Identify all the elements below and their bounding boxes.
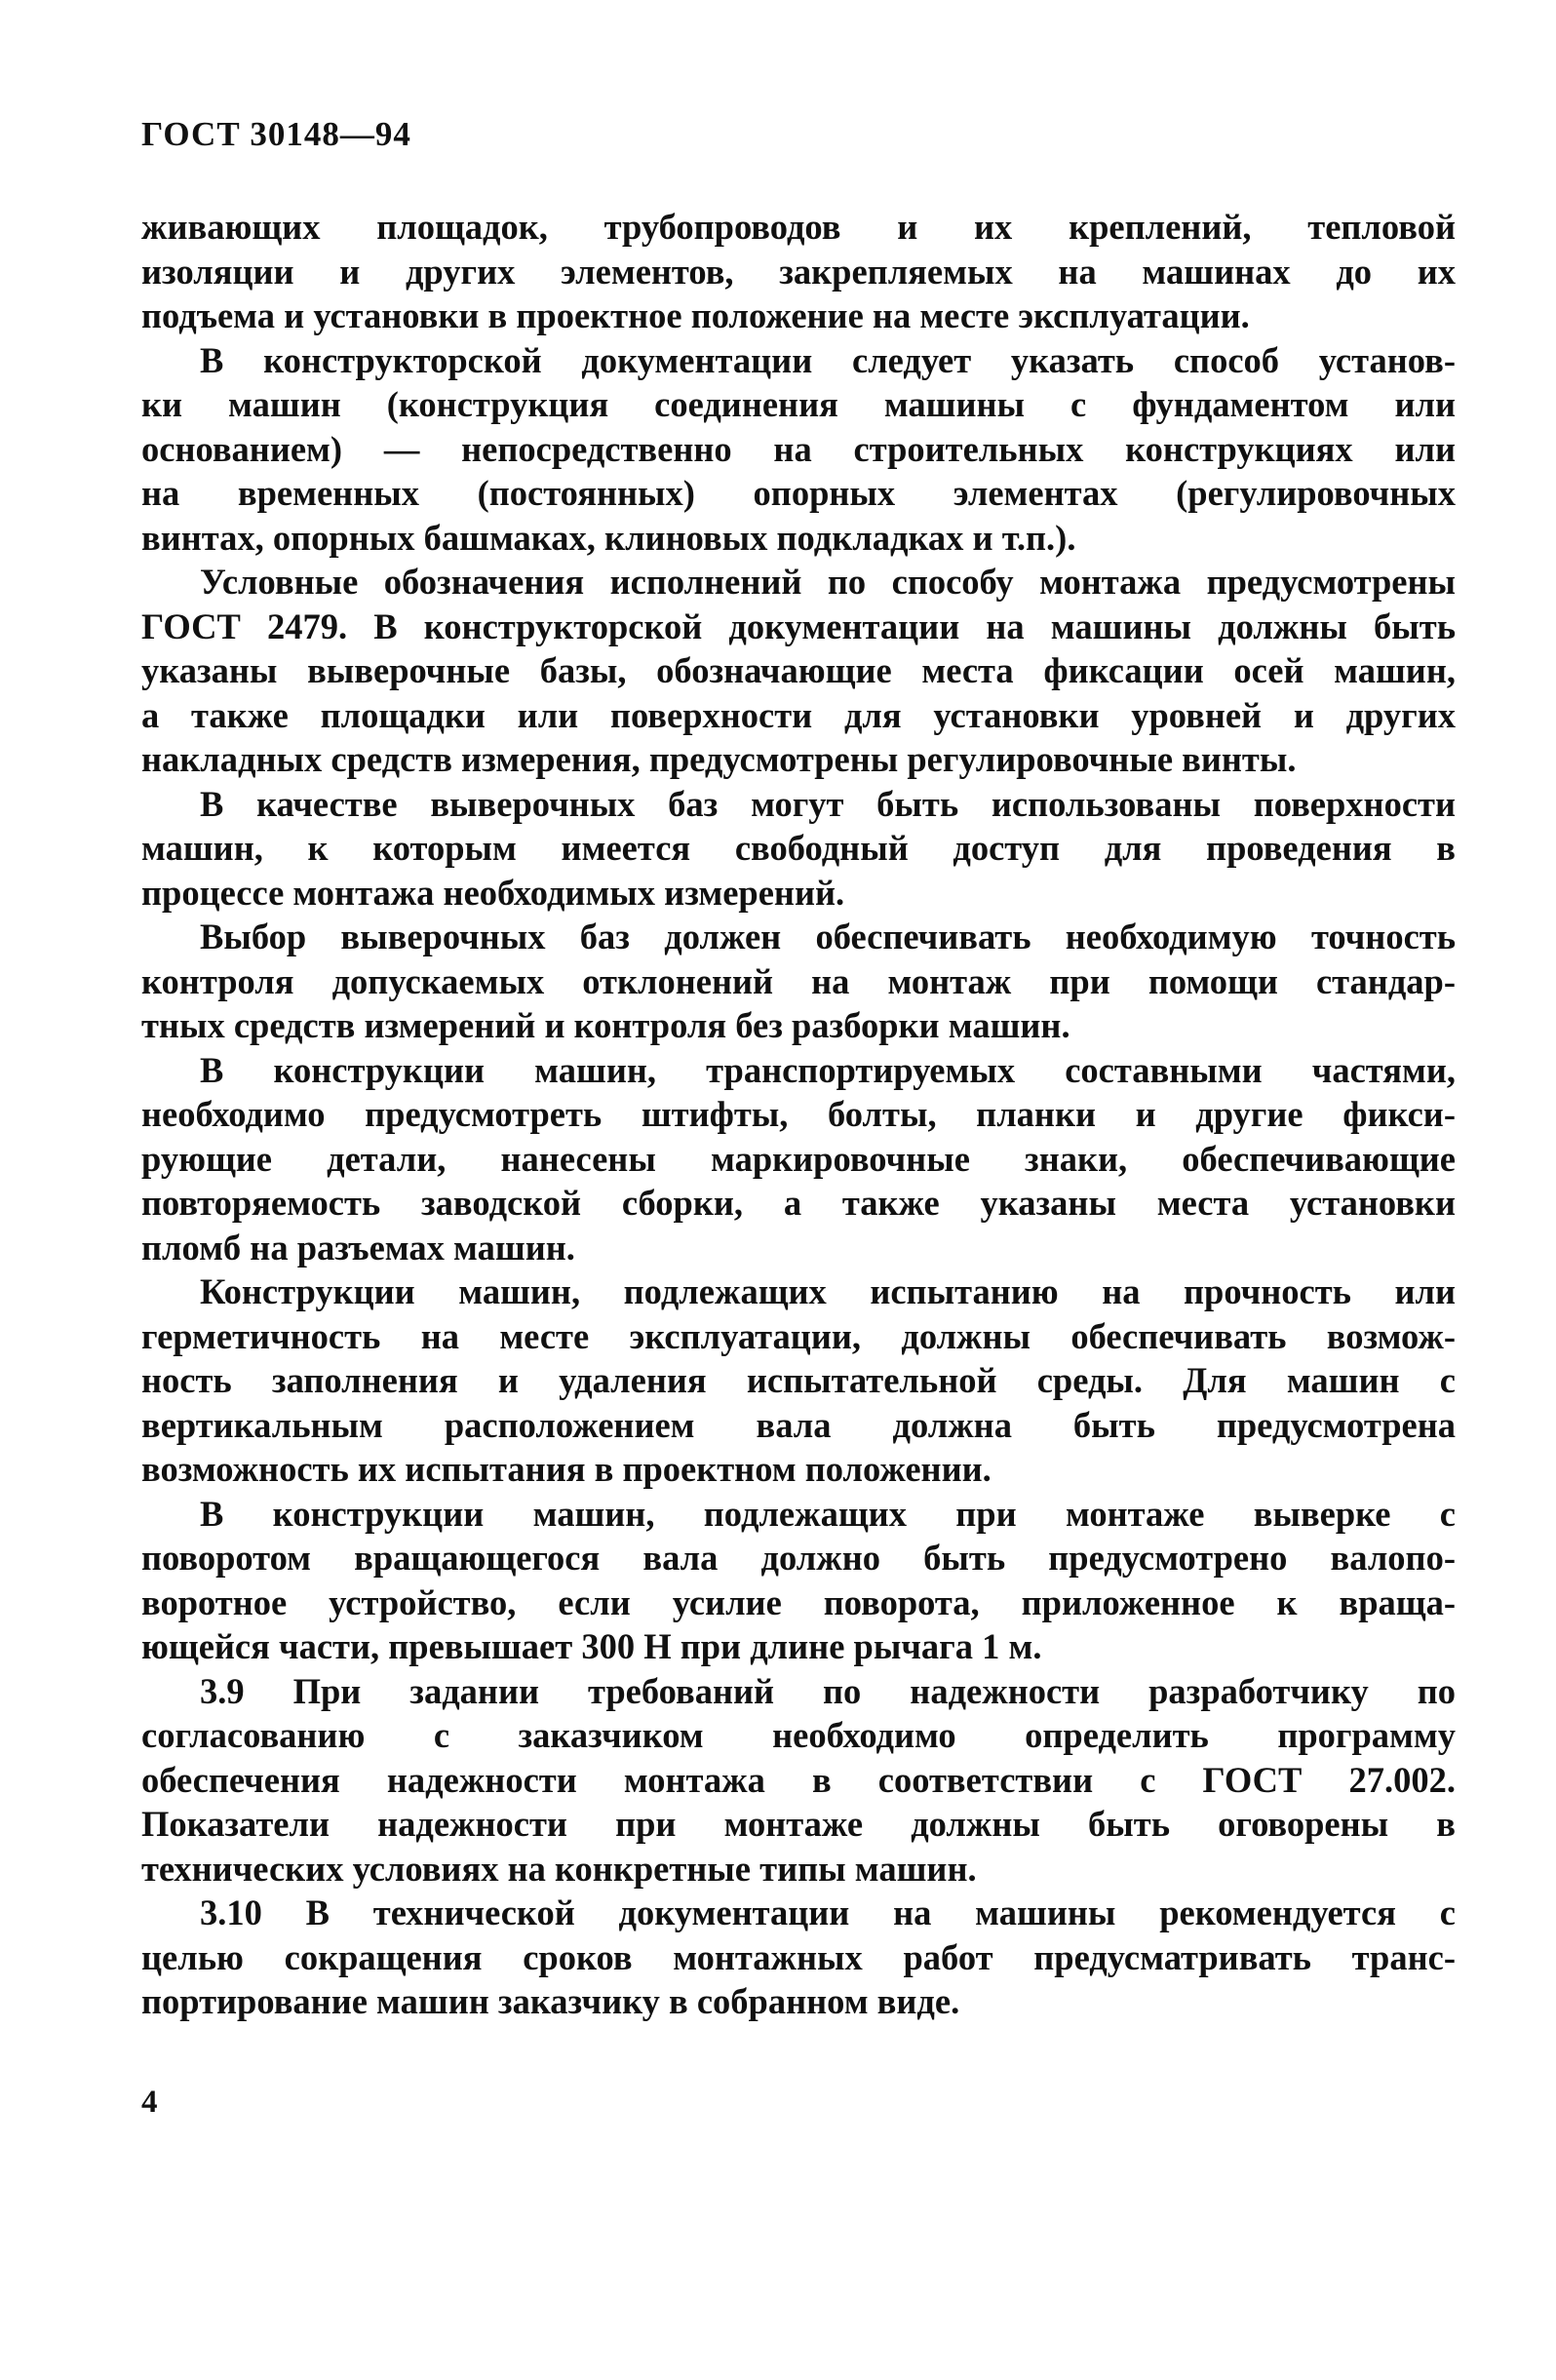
text-line: изоляции и других элементов, закрепляемых на машинах до их bbox=[141, 251, 1456, 292]
text-line: Показатели надежности при монтаже должны быть оговорены в bbox=[141, 1804, 1456, 1844]
text-line: Конструкции машин, подлежащих испытанию на прочность или bbox=[200, 1271, 1456, 1311]
text-line: основанием) — непосредственно на строительных конструкциях или bbox=[141, 428, 1456, 469]
text-line: целью сокращения сроков монтажных работ предусматривать транс- bbox=[141, 1936, 1456, 1977]
text-line: на временных (постоянных) опорных элементах (регулировочных bbox=[141, 473, 1456, 513]
text-line: Выбор выверочных баз должен обеспечивать необходимую точность bbox=[200, 917, 1456, 956]
page-number: 4 bbox=[141, 2085, 158, 2120]
text-line: 3.10 В технической документации на машины рекомендуется с bbox=[200, 1892, 1456, 1932]
text-line: вертикальным расположением вала должна быть предусмотрена bbox=[141, 1404, 1456, 1445]
text-line: В конструкторской документации следует указать способ установ- bbox=[200, 339, 1456, 380]
paragraph bbox=[141, 338, 1456, 561]
text-line: указаны выверочные базы, обозначающие места фиксации осей машин, bbox=[141, 650, 1456, 690]
text-line: живающих площадок, трубопроводов и их креплений, тепловой bbox=[141, 207, 1456, 247]
paragraph bbox=[141, 1048, 1456, 1270]
text-line: ющейся части, превышает 300 Н при длине рычага 1 м. bbox=[141, 1626, 1042, 1666]
text-line: ки машин (конструкция соединения машины с фундаментом или bbox=[141, 384, 1456, 424]
text-line: В качестве выверочных баз могут быть использованы поверхности bbox=[200, 783, 1456, 824]
text-line: накладных средств измерения, предусмотрены регулировочные винты. bbox=[141, 739, 1297, 779]
text-line: а также площадки или поверхности для установки уровней и других bbox=[141, 694, 1456, 735]
paragraph bbox=[141, 1269, 1456, 1492]
text-line: процессе монтажа необходимых измерений. bbox=[141, 872, 845, 913]
text-line: технических условиях на конкретные типы машин. bbox=[141, 1848, 977, 1889]
text-line: возможность их испытания в проектном положении. bbox=[141, 1449, 992, 1489]
text-line: В конструкции машин, подлежащих при монтаже выверке с bbox=[200, 1493, 1456, 1534]
text-line: необходимо предусмотреть штифты, болты, планки и другие фикси- bbox=[141, 1094, 1456, 1134]
text-line: ность заполнения и удаления испытательной среды. Для машин с bbox=[141, 1360, 1456, 1400]
paragraph bbox=[141, 1492, 1456, 1669]
text-line: 3.9 При задании требований по надежности разработчику по bbox=[200, 1670, 1456, 1711]
text-line: герметичность на месте эксплуатации, должны обеспечивать возмож- bbox=[141, 1315, 1456, 1356]
text-line: Условные обозначения исполнений по способу монтажа предусмотрены bbox=[200, 562, 1456, 602]
text-line: повторяемость заводской сборки, а также указаны места установки bbox=[141, 1183, 1456, 1223]
text-line: согласованию с заказчиком необходимо определить программу bbox=[141, 1715, 1456, 1755]
paragraph bbox=[141, 1891, 1456, 2024]
text-line: рующие детали, нанесены маркировочные знаки, обеспечивающие bbox=[141, 1138, 1456, 1179]
text-line: поворотом вращающегося вала должно быть предусмотрено валопо- bbox=[141, 1538, 1456, 1578]
text-line: ГОСТ 2479. В конструкторской документации на машины должны быть bbox=[141, 605, 1456, 646]
paragraph bbox=[141, 560, 1456, 782]
text-line: машин, к которым имеется свободный доступ для проведения в bbox=[141, 828, 1456, 868]
paragraph bbox=[141, 782, 1456, 916]
text-line: пломб на разъемах машин. bbox=[141, 1227, 575, 1268]
text-line: обеспечения надежности монтажа в соответствии с ГОСТ 27.002. bbox=[141, 1759, 1456, 1800]
text-line: портирование машин заказчику в собранном виде. bbox=[141, 1981, 960, 2021]
text-line: воротное устройство, если усилие поворота, приложенное к враща- bbox=[141, 1581, 1456, 1622]
paragraph bbox=[141, 205, 1456, 338]
text-line: контроля допускаемых отклонений на монтаж при помощи стандар- bbox=[141, 960, 1456, 1001]
text-line: тных средств измерений и контроля без разборки машин. bbox=[141, 1005, 1070, 1045]
document-body bbox=[141, 205, 1456, 2024]
text-line: В конструкции машин, транспортируемых составными частями, bbox=[200, 1049, 1456, 1090]
paragraph bbox=[141, 915, 1456, 1048]
text-line: винтах, опорных башмаках, клиновых подкладках и т.п.). bbox=[141, 517, 1076, 558]
document-header: ГОСТ 30148—94 bbox=[141, 115, 411, 153]
paragraph bbox=[141, 1669, 1456, 1892]
text-line: подъема и установки в проектное положение на месте эксплуатации. bbox=[141, 295, 1250, 335]
